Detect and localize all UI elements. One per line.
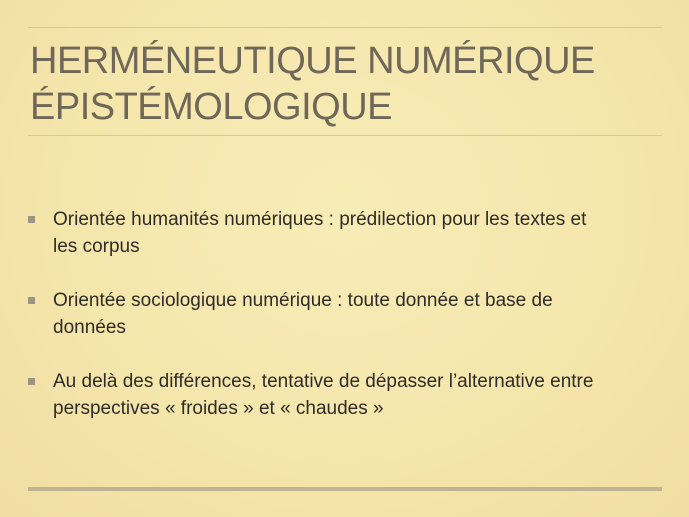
bullet-text-line: Orientée sociologique numérique : toute donnée et base de [53, 290, 553, 311]
bullet-list [0, 206, 689, 449]
bottom-bar [28, 487, 662, 491]
bullet-item [0, 206, 689, 260]
title-divider [28, 135, 662, 136]
slide-title [30, 38, 650, 130]
square-bullet-icon [28, 216, 35, 223]
square-bullet-icon [28, 378, 35, 385]
bullet-text-line: Au delà des différences, tentative de dépasser l’alternative entre [53, 371, 594, 392]
bullet-text-line: les corpus [53, 236, 140, 257]
bullet-text-line: données [53, 317, 126, 338]
bullet-item [0, 368, 689, 422]
bullet-item [0, 287, 689, 341]
top-divider [28, 27, 662, 28]
bullet-text-line: Orientée humanités numériques : prédilection pour les textes et [53, 209, 587, 230]
slide-title-line-2: ÉPISTÉMOLOGIQUE [30, 86, 393, 128]
square-bullet-icon [28, 297, 35, 304]
bullet-text-line: perspectives « froides » et « chaudes » [53, 398, 384, 419]
slide-title-line-1: HERMÉNEUTIQUE NUMÉRIQUE [30, 40, 595, 82]
